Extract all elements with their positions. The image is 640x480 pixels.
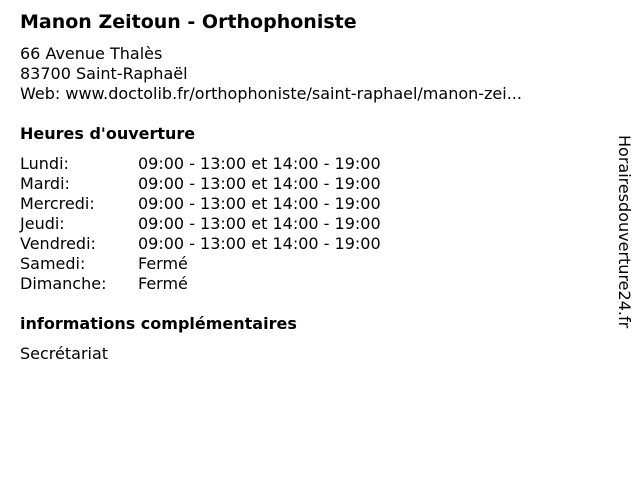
day-label: Dimanche: [20,274,107,293]
day-label: Mardi: [20,174,70,193]
brand-text: Horairesdouverture24.fr [615,135,634,329]
website-link[interactable]: Web: www.doctolib.fr/orthophoniste/saint-raphael/manon-zei... [20,84,522,103]
page-title: Manon Zeitoun - Orthophoniste [20,11,357,33]
time-value: 09:00 - 13:00 et 14:00 - 19:00 [138,234,381,253]
hours-heading: Heures d'ouverture [20,124,196,143]
time-value: 09:00 - 13:00 et 14:00 - 19:00 [138,214,381,233]
address-city: 83700 Saint-Raphaël [20,64,188,83]
info-heading: informations complémentaires [20,314,297,333]
address-block [20,44,522,104]
brand-watermark [612,135,636,345]
day-label: Jeudi: [20,214,65,233]
time-value: 09:00 - 13:00 et 14:00 - 19:00 [138,154,381,173]
day-label: Mercredi: [20,194,95,213]
time-value: 09:00 - 13:00 et 14:00 - 19:00 [138,174,381,193]
day-label: Vendredi: [20,234,96,253]
day-label: Samedi: [20,254,86,273]
info-text: Secrétariat [20,344,109,363]
time-value: 09:00 - 13:00 et 14:00 - 19:00 [138,194,381,213]
time-value: Fermé [138,254,188,273]
day-label: Lundi: [20,154,69,173]
time-value: Fermé [138,274,188,293]
address-street: 66 Avenue Thalès [20,44,163,63]
